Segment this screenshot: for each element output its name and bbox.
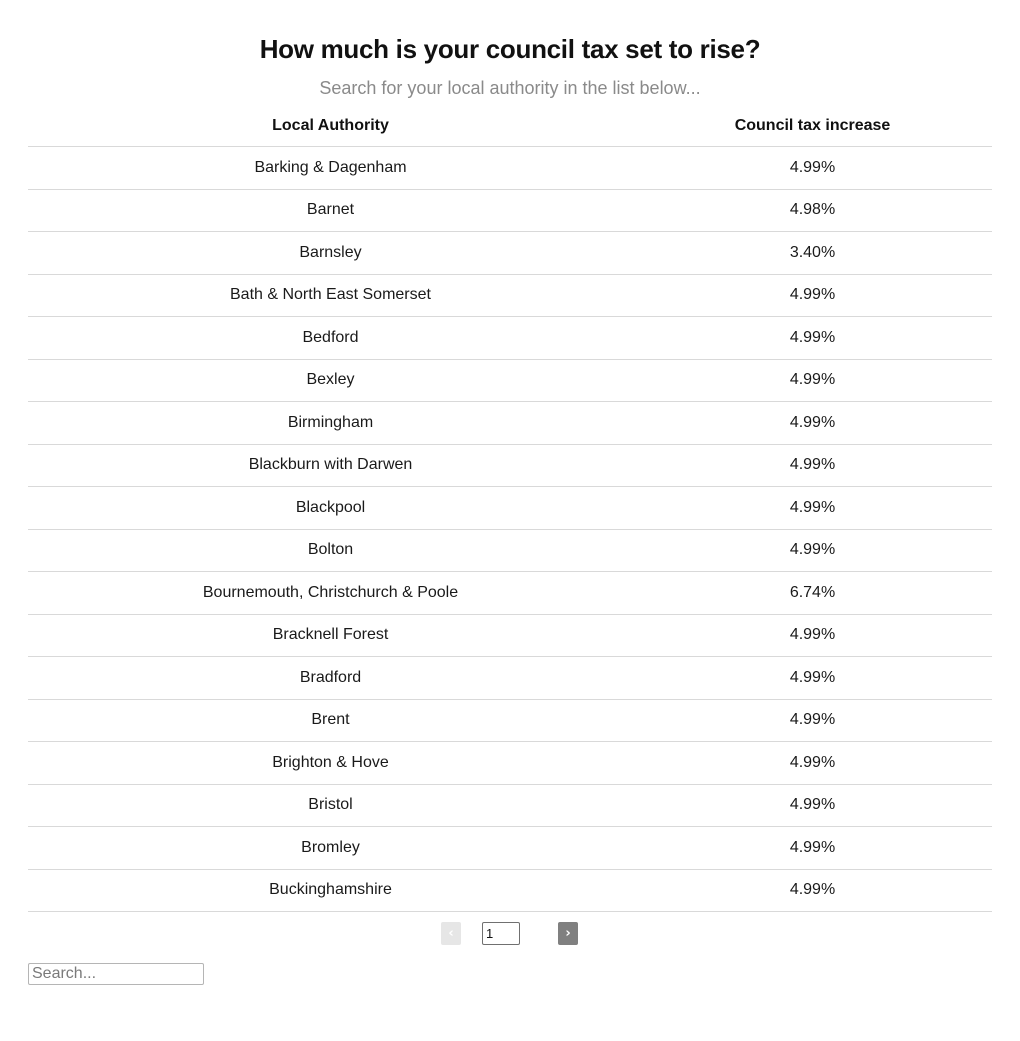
tax-increase-cell: 4.98% [633,189,992,232]
chevron-right-icon: › [565,926,571,941]
local-authority-cell: Bromley [28,827,633,870]
page-subtitle: Search for your local authority in the list below... [319,78,701,98]
tax-increase-cell: 4.99% [633,444,992,487]
local-authority-cell: Blackpool [28,487,633,530]
tax-increase-cell: 3.40% [633,232,992,275]
table-row [28,147,992,190]
tax-increase-cell: 4.99% [633,274,992,317]
column-header-local-authority[interactable]: Local Authority [28,105,633,147]
tax-increase-cell: 4.99% [633,784,992,827]
tax-increase-cell: 4.99% [633,402,992,445]
tax-increase-cell: 4.99% [633,317,992,360]
table-row [28,657,992,700]
tax-increase-cell: 4.99% [633,529,992,572]
tax-increase-cell: 6.74% [633,572,992,615]
local-authority-cell: Bedford [28,317,633,360]
table-row [28,869,992,912]
tax-increase-cell: 4.99% [633,869,992,912]
table-row [28,487,992,530]
local-authority-cell: Bournemouth, Christchurch & Poole [28,572,633,615]
table-row [28,614,992,657]
local-authority-cell: Bristol [28,784,633,827]
local-authority-cell: Birmingham [28,402,633,445]
local-authority-cell: Barnet [28,189,633,232]
page-number-input[interactable] [482,922,520,945]
table-row [28,784,992,827]
next-page-button[interactable] [558,922,578,945]
local-authority-cell: Bath & North East Somerset [28,274,633,317]
tax-increase-cell: 4.99% [633,487,992,530]
local-authority-cell: Buckinghamshire [28,869,633,912]
table-row [28,317,992,360]
table-row [28,742,992,785]
table-row [28,827,992,870]
table-row [28,359,992,402]
local-authority-cell: Bexley [28,359,633,402]
search-input[interactable] [28,963,204,985]
tax-increase-cell: 4.99% [633,614,992,657]
column-header-council-tax-increase[interactable]: Council tax increase [633,105,992,147]
table-row [28,232,992,275]
previous-page-button[interactable] [441,922,461,945]
local-authority-cell: Brent [28,699,633,742]
table-row [28,699,992,742]
tax-increase-cell: 4.99% [633,742,992,785]
table-row [28,274,992,317]
chevron-left-icon: ‹ [448,926,454,941]
tax-increase-cell: 4.99% [633,657,992,700]
table-row [28,189,992,232]
council-tax-table [28,105,992,912]
table-header-row [28,105,992,147]
tax-increase-cell: 4.99% [633,147,992,190]
local-authority-cell: Bolton [28,529,633,572]
local-authority-cell: Barnsley [28,232,633,275]
page-title: How much is your council tax set to rise? [259,34,761,64]
tax-increase-cell: 4.99% [633,699,992,742]
table-row [28,572,992,615]
table-row [28,444,992,487]
tax-increase-cell: 4.99% [633,359,992,402]
local-authority-cell: Bracknell Forest [28,614,633,657]
local-authority-cell: Blackburn with Darwen [28,444,633,487]
table-row [28,529,992,572]
tax-increase-cell: 4.99% [633,827,992,870]
local-authority-cell: Barking & Dagenham [28,147,633,190]
local-authority-cell: Brighton & Hove [28,742,633,785]
local-authority-cell: Bradford [28,657,633,700]
table-body [28,147,992,912]
table-row [28,402,992,445]
pagination [28,922,992,946]
